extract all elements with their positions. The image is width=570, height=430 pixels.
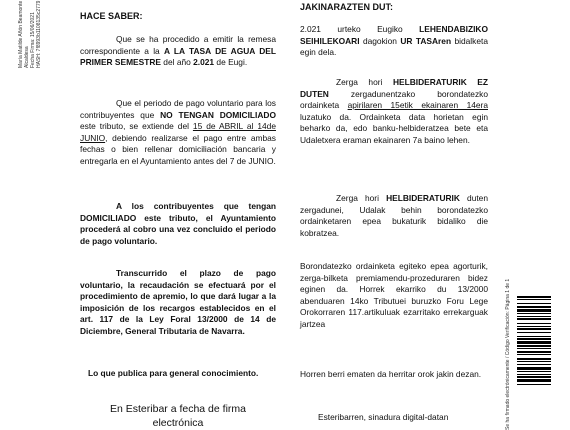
sign-hash: HASH: 7f8993b1108135c2779 (36, 0, 42, 68)
barcode-gap (517, 385, 551, 386)
signature-block (18, 1, 42, 68)
spanish-paragraph-1: Que se ha procedido a emitir la remesa correspondiente a la A LA TASA DE AGUA DEL PRIMER SEMESTRE del año 2.021 de Eugi. (80, 34, 277, 68)
signature-sidebar (18, 0, 78, 68)
spanish-paragraph-3: A los contribuyentes que tengan DOMICILIADO este tributo, el Ayuntamiento procederá al cobro una vez concluido el periodo de pago voluntario. (80, 201, 276, 246)
signer-role: Alcaldesa (24, 46, 30, 68)
spanish-signature-line: En Esteribar a fecha de firma electrónica (110, 403, 246, 429)
barcode-caption: Se ha firmado electrónicamente / Código Verificación: Página 1 de 1 (505, 278, 511, 430)
signer-name: María Matilde Añón Beamonte (18, 0, 24, 68)
verification-barcode (517, 296, 551, 430)
sign-date: Fecha Firma: 15/06/2021 (30, 12, 36, 68)
spanish-paragraph-4: Transcurrido el plazo de pago voluntario, la recaudación se efectuará por el procedimiento de apremio, lo que dará lugar a la imposición de los recargos establecidos en el art. 117 de la Ley Foral 13/2000 de 14 de Diciembre, General Tributaria de Navarra. (80, 268, 276, 336)
spanish-heading: HACE SABER: (80, 11, 143, 21)
spanish-paragraph-5: Lo que publica para general conocimiento. (88, 368, 259, 378)
basque-heading: JAKINARAZTEN DUT: (300, 2, 393, 12)
basque-paragraph-3: Zerga hori HELBIDERATURIK duten zergadunei, Udalak behin borondatezko ordainketaren epea bukaturik bidaliko die kobratzea. (300, 193, 488, 238)
basque-paragraph-1: 2.021 urteko Eugiko LEHENDABIZIKO SEIHILEKOARI dagokion UR TASAren bidalketa egin dela. (300, 24, 488, 58)
basque-signature-line: Esteribarren, sinadura digital-datan (318, 412, 449, 422)
basque-paragraph-5: Horren berri ematen da herritar orok jakin dezan. (300, 369, 482, 379)
basque-paragraph-4: Borondatezko ordainketa egiteko epea agorturik, zerga-bilketa premiamendu-prozeduraren bidez eginen da. Horrek ekarriko du 13/2000 abenduaren 14ko Tributuei buruzko Foru Lege Orokorraren 117.artikuluak ezarritako errekarguak jartzea (300, 261, 488, 329)
basque-paragraph-2: Zerga hori HELBIDERATURIK EZ DUTEN zergadunentzako borondatezko ordainketa apirilaren 15etik ekainaren 14era luzatuko da. Ordainketa data horietan egin beharko da, edo banku-helbideratzea bete eta Udaletxera eraman ekainaren 7a baino lehen. (300, 77, 489, 145)
spanish-paragraph-2: Que el periodo de pago voluntario para los contribuyentes que NO TENGAN DOMICILIADO este tributo, se extiende del 15 de ABRIL al 14de JUNIO, debiendo realizarse el pago entre ambas fechas o bien rellenar domiciliación bancaria y entregarla en el Ayuntamiento antes del 7 de JUNIO. (80, 98, 276, 166)
